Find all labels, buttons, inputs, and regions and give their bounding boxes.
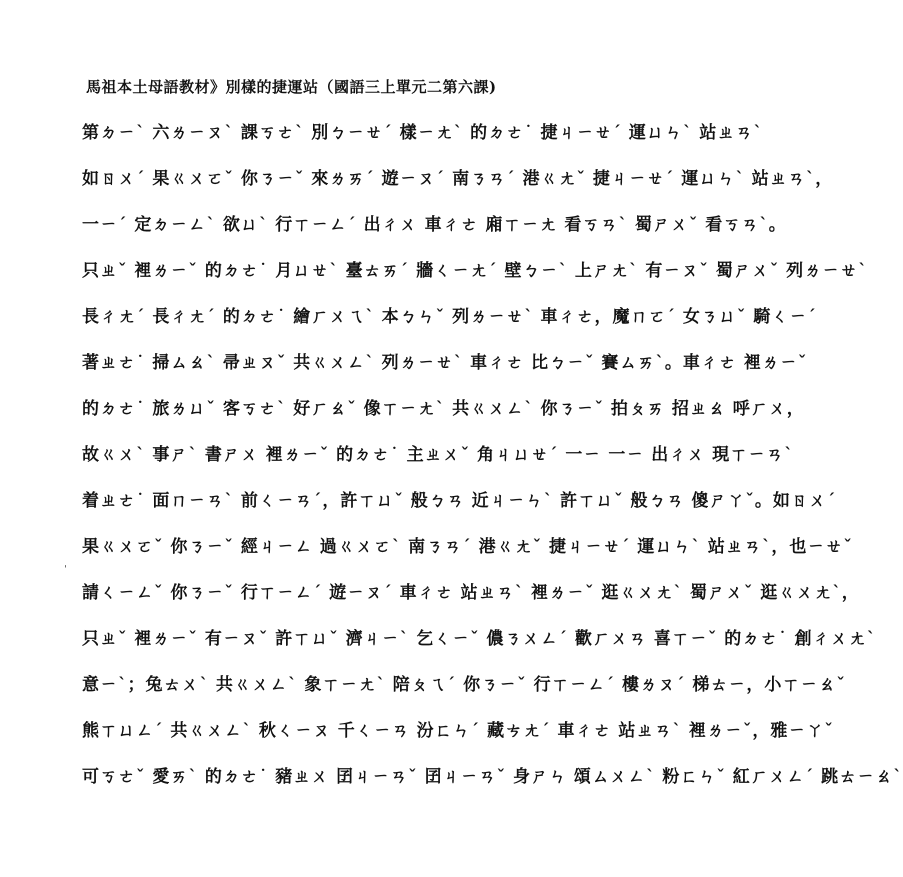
text-line: 只ㄓˇ 裡ㄌㄧˇ 有ㄧㄡˇ 許ㄒㄩˇ 濟ㄐㄧˋ 乞ㄑㄧˇ 儂ㄋㄨㄥˊ 歡ㄏㄨㄢ 喜ㄒㄧˇ 的ㄉㄜ˙ 創ㄔㄨㄤˋ bbox=[82, 629, 877, 649]
text-line: 故ㄍㄨˋ 事ㄕˋ 書ㄕㄨ 裡ㄌㄧˇ 的ㄉㄜ˙ 主ㄓㄨˇ 角ㄐㄩㄝˊ 一ㄧ 一ㄧ 出ㄔㄨ 現ㄒㄧㄢˋ bbox=[82, 445, 794, 465]
text-line: 的ㄉㄜ˙ 旅ㄌㄩˇ 客ㄎㄜˋ 好ㄏㄠˇ 像ㄒㄧㄤˋ 共ㄍㄨㄥˋ 你ㄋㄧˇ 拍ㄆㄞ 招ㄓㄠ 呼ㄏㄨ， bbox=[82, 399, 805, 419]
text-line: 意ㄧˋ；兔ㄊㄨˋ 共ㄍㄨㄥˋ 象ㄒㄧㄤˋ 陪ㄆㄟˊ 你ㄋㄧˇ 行ㄒㄧㄥˊ 樓ㄌㄡˊ 梯ㄊㄧ，小ㄒㄧㄠˇ bbox=[82, 675, 846, 695]
text-line: 熊ㄒㄩㄥˊ 共ㄍㄨㄥˋ 秋ㄑㄧㄡ 千ㄑㄧㄢ 汾ㄈㄣˊ 藏ㄘㄤˊ 車ㄔㄜ 站ㄓㄢˋ 裡ㄌㄧˇ，雅ㄧㄚˇ bbox=[82, 721, 834, 741]
text-line: 著ㄓㄜ˙ 掃ㄙㄠˋ 帚ㄓㄡˇ 共ㄍㄨㄥˋ 列ㄌㄧㄝˋ 車ㄔㄜ 比ㄅㄧˇ 賽ㄙㄞˋ。車ㄔㄜ 裡ㄌㄧˇ bbox=[82, 353, 808, 373]
text-line: 請ㄑㄧㄥˇ 你ㄋㄧˇ 行ㄒㄧㄥˊ 遊ㄧㄡˊ 車ㄔㄜ 站ㄓㄢˋ 裡ㄌㄧˇ 逛ㄍㄨㄤˋ 蜀ㄕㄨˇ 逛ㄍㄨㄤˋ， bbox=[82, 583, 860, 603]
text-line: 可ㄎㄜˇ 愛ㄞˋ 的ㄉㄜ˙ 豬ㄓㄨ 囝ㄐㄧㄢˇ 囝ㄐㄧㄢˇ 身ㄕㄣ 頌ㄙㄨㄥˋ 粉ㄈㄣˇ 紅ㄏㄨㄥˊ 跳ㄊㄧㄠˋ bbox=[82, 767, 903, 787]
text-line: 長ㄔㄤˊ 長ㄔㄤˊ 的ㄉㄜ˙ 繪ㄏㄨㄟˋ 本ㄅㄣˇ 列ㄌㄧㄝˋ 車ㄔㄜ，魔ㄇㄛˊ 女ㄋㄩˇ 騎ㄑㄧˊ bbox=[82, 307, 817, 327]
document-title: 馬祖本土母語教材》別樣的捷運站（國語三上單元二第六課) bbox=[86, 78, 497, 96]
text-line: 果ㄍㄨㄛˇ 你ㄋㄧˇ 經ㄐㄧㄥ 過ㄍㄨㄛˋ 南ㄋㄢˊ 港ㄍㄤˇ 捷ㄐㄧㄝˊ 運ㄩㄣˋ 站ㄓㄢˋ，也ㄧㄝˇ bbox=[82, 537, 853, 557]
text-body bbox=[82, 110, 903, 800]
text-line: 第ㄉㄧˋ 六ㄌㄧㄡˋ 課ㄎㄜˋ 別ㄅㄧㄝˊ 樣ㄧㄤˋ 的ㄉㄜ˙ 捷ㄐㄧㄝˊ 運ㄩㄣˋ 站ㄓㄢˋ bbox=[82, 123, 763, 143]
scan-mark: ˈ bbox=[64, 565, 67, 576]
text-line: 着ㄓㄜ˙ 面ㄇㄧㄢˋ 前ㄑㄧㄢˊ，許ㄒㄩˇ 般ㄅㄢ 近ㄐㄧㄣˋ 許ㄒㄩˇ 般ㄅㄢ 傻ㄕㄚˇ。如ㄖㄨˊ bbox=[82, 491, 837, 511]
text-line: 只ㄓˇ 裡ㄌㄧˇ 的ㄉㄜ˙ 月ㄩㄝˋ 臺ㄊㄞˊ 牆ㄑㄧㄤˊ 壁ㄅㄧˋ 上ㄕㄤˋ 有ㄧㄡˇ 蜀ㄕㄨˇ 列ㄌㄧㄝˋ bbox=[82, 261, 868, 281]
text-line: 如ㄖㄨˊ 果ㄍㄨㄛˇ 你ㄋㄧˇ 來ㄌㄞˊ 遊ㄧㄡˊ 南ㄋㄢˊ 港ㄍㄤˇ 捷ㄐㄧㄝˊ 運ㄩㄣˋ 站ㄓㄢˋ， bbox=[82, 169, 834, 189]
text-line: 一ㄧˊ 定ㄉㄧㄥˋ 欲ㄩˋ 行ㄒㄧㄥˊ 出ㄔㄨ 車ㄔㄜ 廂ㄒㄧㄤ 看ㄎㄢˋ 蜀ㄕㄨˇ 看ㄎㄢˋ。 bbox=[82, 215, 787, 235]
